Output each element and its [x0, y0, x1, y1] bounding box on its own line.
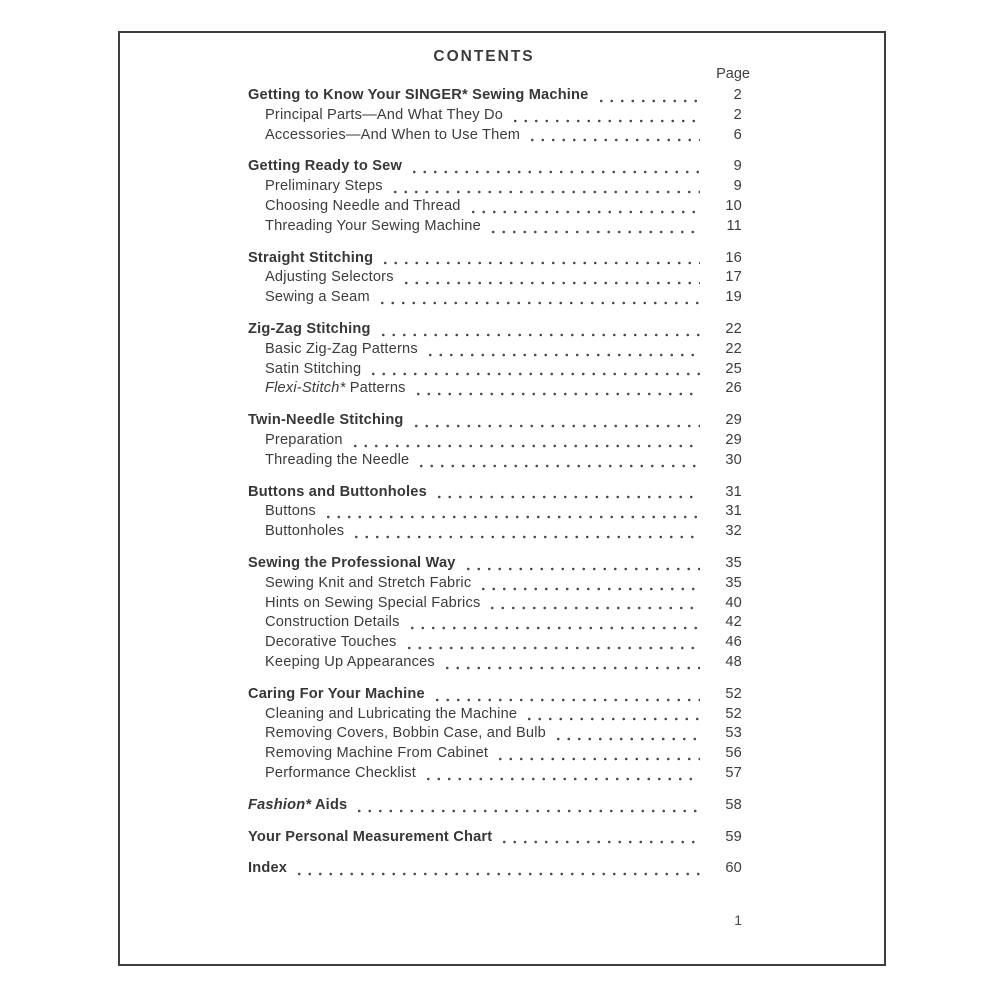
toc-entry-page-number: 35 — [725, 554, 742, 571]
dot-leader — [404, 646, 700, 650]
toc-row — [248, 86, 742, 106]
toc-row — [248, 828, 742, 848]
page-title: CONTENTS — [433, 48, 535, 65]
toc-row — [248, 106, 742, 126]
toc-entry-label: Threading the Needle — [265, 451, 410, 468]
toc-row — [248, 451, 742, 471]
toc-entry-page-number: 58 — [725, 796, 742, 813]
toc-entry-label: Getting Ready to Sew — [248, 158, 403, 175]
toc-row — [248, 796, 742, 816]
toc-row — [248, 177, 742, 197]
toc-entry-page-number: 31 — [725, 483, 742, 500]
dot-leader — [432, 698, 700, 702]
toc-row — [248, 744, 742, 764]
dot-leader — [411, 424, 700, 428]
toc-row — [248, 126, 742, 146]
dot-leader — [423, 777, 700, 781]
toc-row — [248, 340, 742, 360]
dot-leader — [401, 281, 700, 285]
toc-entry-label-rest: Patterns — [345, 380, 406, 397]
toc-entry-page-number: 6 — [733, 126, 742, 143]
toc-entry-label: Adjusting Selectors — [265, 269, 394, 286]
toc-entry-label: Principal Parts—And What They Do — [265, 106, 504, 123]
toc-entry-page-number: 30 — [725, 451, 742, 468]
page-column-header: Page — [716, 66, 750, 82]
dot-leader — [434, 495, 700, 499]
dot-leader — [294, 872, 700, 876]
toc-row — [248, 522, 742, 542]
toc-entry-label: Removing Covers, Bobbin Case, and Bulb — [265, 725, 546, 742]
toc-row — [248, 431, 742, 451]
dot-leader — [416, 464, 700, 468]
toc-section — [248, 828, 742, 848]
toc-row — [248, 157, 742, 177]
toc-entry-page-number: 52 — [725, 705, 742, 722]
toc-entry-italic-prefix: Flexi-Stitch* — [265, 380, 346, 397]
toc-section — [248, 859, 742, 879]
toc-row — [248, 268, 742, 288]
toc-entry-page-number: 10 — [725, 197, 742, 214]
toc-entry-page-number: 53 — [725, 725, 742, 742]
toc-entry-label: Threading Your Sewing Machine — [265, 217, 481, 234]
toc-row — [248, 705, 742, 725]
toc-entry-label: Construction Details — [265, 614, 400, 631]
toc-entry-label: Preparation — [265, 431, 343, 448]
toc-row — [248, 197, 742, 217]
toc-entry-page-number: 2 — [733, 106, 742, 123]
toc-entry-page-number: 35 — [725, 574, 742, 591]
toc-row — [248, 288, 742, 308]
toc-entry-page-number: 2 — [733, 87, 742, 103]
toc-row — [248, 249, 742, 269]
dot-leader — [487, 606, 700, 610]
toc-section — [248, 249, 742, 308]
toc-section — [248, 685, 742, 784]
toc-entry-label: Removing Machine From Cabinet — [265, 745, 489, 762]
toc-row — [248, 483, 742, 503]
toc-entry-page-number: 22 — [725, 320, 742, 337]
dot-leader — [524, 717, 700, 721]
dot-leader — [596, 99, 701, 103]
dot-leader — [351, 535, 700, 539]
toc-entry-page-number: 25 — [725, 360, 742, 377]
toc-row — [248, 859, 742, 879]
toc-row — [248, 411, 742, 431]
toc-entry-label: Sewing a Seam — [265, 289, 370, 306]
toc-entry-page-number: 60 — [725, 860, 742, 877]
toc-row — [248, 633, 742, 653]
toc-entry-page-number: 42 — [725, 614, 742, 631]
dot-leader — [478, 587, 700, 591]
toc-entry-label: Hints on Sewing Special Fabrics — [265, 594, 481, 611]
toc-entry-page-number: 26 — [725, 380, 742, 397]
toc-entry-label: Caring For Your Machine — [248, 685, 425, 702]
toc-entry-label-rest: Aids — [311, 796, 348, 813]
toc-entry-page-number: 32 — [725, 523, 742, 540]
toc-entry-page-number: 57 — [725, 764, 742, 781]
toc-entry-label: Sewing Knit and Stretch Fabric — [265, 574, 472, 591]
toc-entry-page-number: 48 — [725, 653, 742, 670]
toc-entry-page-number: 9 — [733, 178, 742, 195]
dot-leader — [413, 392, 700, 396]
toc-entry-page-number: 19 — [725, 289, 742, 306]
toc-entry-page-number: 17 — [725, 269, 742, 286]
toc-row — [248, 574, 742, 594]
toc-entry-label: Twin-Needle Stitching — [248, 412, 404, 429]
toc-row — [248, 724, 742, 744]
toc-entry-page-number: 16 — [725, 249, 742, 266]
toc-entry-label: Basic Zig-Zag Patterns — [265, 340, 418, 357]
toc-section — [248, 320, 742, 399]
toc-entry-label — [248, 796, 347, 816]
dot-leader — [553, 737, 700, 741]
footer-page-number: 1 — [734, 912, 742, 928]
toc-entry-label: Cleaning and Lubricating the Machine — [265, 705, 518, 722]
dot-leader — [488, 230, 700, 234]
toc-entry-label: Straight Stitching — [248, 249, 374, 266]
dot-leader — [442, 666, 700, 670]
toc-section — [248, 411, 742, 470]
toc-row — [248, 502, 742, 522]
dot-leader — [354, 809, 700, 813]
toc-entry-italic-prefix: Fashion* — [248, 796, 312, 813]
dot-leader — [510, 119, 700, 123]
dot-leader — [350, 444, 700, 448]
toc-entry-label: Buttons and Buttonholes — [248, 483, 427, 500]
dot-leader — [380, 261, 700, 265]
toc-entry-page-number: 40 — [725, 594, 742, 611]
toc-entry-page-number: 11 — [726, 217, 742, 234]
toc-row — [248, 379, 742, 399]
toc-row — [248, 320, 742, 340]
dot-leader — [377, 301, 700, 305]
dot-leader — [323, 515, 700, 519]
toc-entry-label: Sewing the Professional Way — [248, 554, 456, 571]
page-border — [118, 31, 886, 966]
toc-entry-page-number: 59 — [725, 828, 742, 845]
toc-entry-page-number: 22 — [725, 340, 742, 357]
toc-section — [248, 554, 742, 673]
toc-entry-label: Decorative Touches — [265, 634, 397, 651]
toc-entry-label: Buttonholes — [265, 523, 345, 540]
dot-leader — [468, 210, 700, 214]
toc-entry-page-number: 52 — [725, 685, 742, 702]
toc-entry-label: Keeping Up Appearances — [265, 653, 435, 670]
toc-entry-page-number: 29 — [725, 431, 742, 448]
dot-leader — [368, 372, 700, 376]
dot-leader — [378, 333, 700, 337]
toc-section — [248, 86, 742, 145]
toc-entry-label: Performance Checklist — [265, 764, 416, 781]
contents-column — [248, 33, 750, 891]
toc-entry-label: Satin Stitching — [265, 360, 362, 377]
toc-entry-label: Choosing Needle and Thread — [265, 197, 461, 214]
toc-entry-label: Preliminary Steps — [265, 178, 383, 195]
toc-entry-page-number: 31 — [725, 503, 742, 520]
toc-row — [248, 360, 742, 380]
toc-entry-page-number: 56 — [725, 745, 742, 762]
dot-leader — [527, 138, 700, 142]
toc-row — [248, 764, 742, 784]
toc-entry-label: Getting to Know Your SINGER* Sewing Machine — [248, 87, 589, 103]
toc-entry-label: Your Personal Measurement Chart — [248, 828, 493, 845]
toc-row — [248, 554, 742, 574]
toc-section — [248, 157, 742, 236]
dot-leader — [409, 170, 700, 174]
toc-row — [248, 685, 742, 705]
toc-row — [248, 653, 742, 673]
dot-leader — [463, 567, 700, 571]
toc-entry-label: Accessories—And When to Use Them — [265, 126, 521, 143]
dot-leader — [499, 840, 700, 844]
toc-entry-label: Buttons — [265, 503, 316, 520]
toc-section — [248, 796, 742, 816]
toc-row — [248, 594, 742, 614]
toc-row — [248, 613, 742, 633]
dot-leader — [495, 757, 700, 761]
toc-entry-label: Index — [248, 860, 288, 877]
toc-entry-page-number: 9 — [733, 158, 742, 175]
toc-entry-page-number: 29 — [725, 412, 742, 429]
toc-entry-page-number: 46 — [725, 634, 742, 651]
toc-list — [248, 86, 742, 879]
toc-section — [248, 483, 742, 542]
dot-leader — [407, 626, 700, 630]
toc-entry-label: Zig-Zag Stitching — [248, 320, 371, 337]
toc-entry-label — [265, 379, 406, 399]
dot-leader — [425, 353, 700, 357]
dot-leader — [390, 190, 700, 194]
toc-row — [248, 217, 742, 237]
